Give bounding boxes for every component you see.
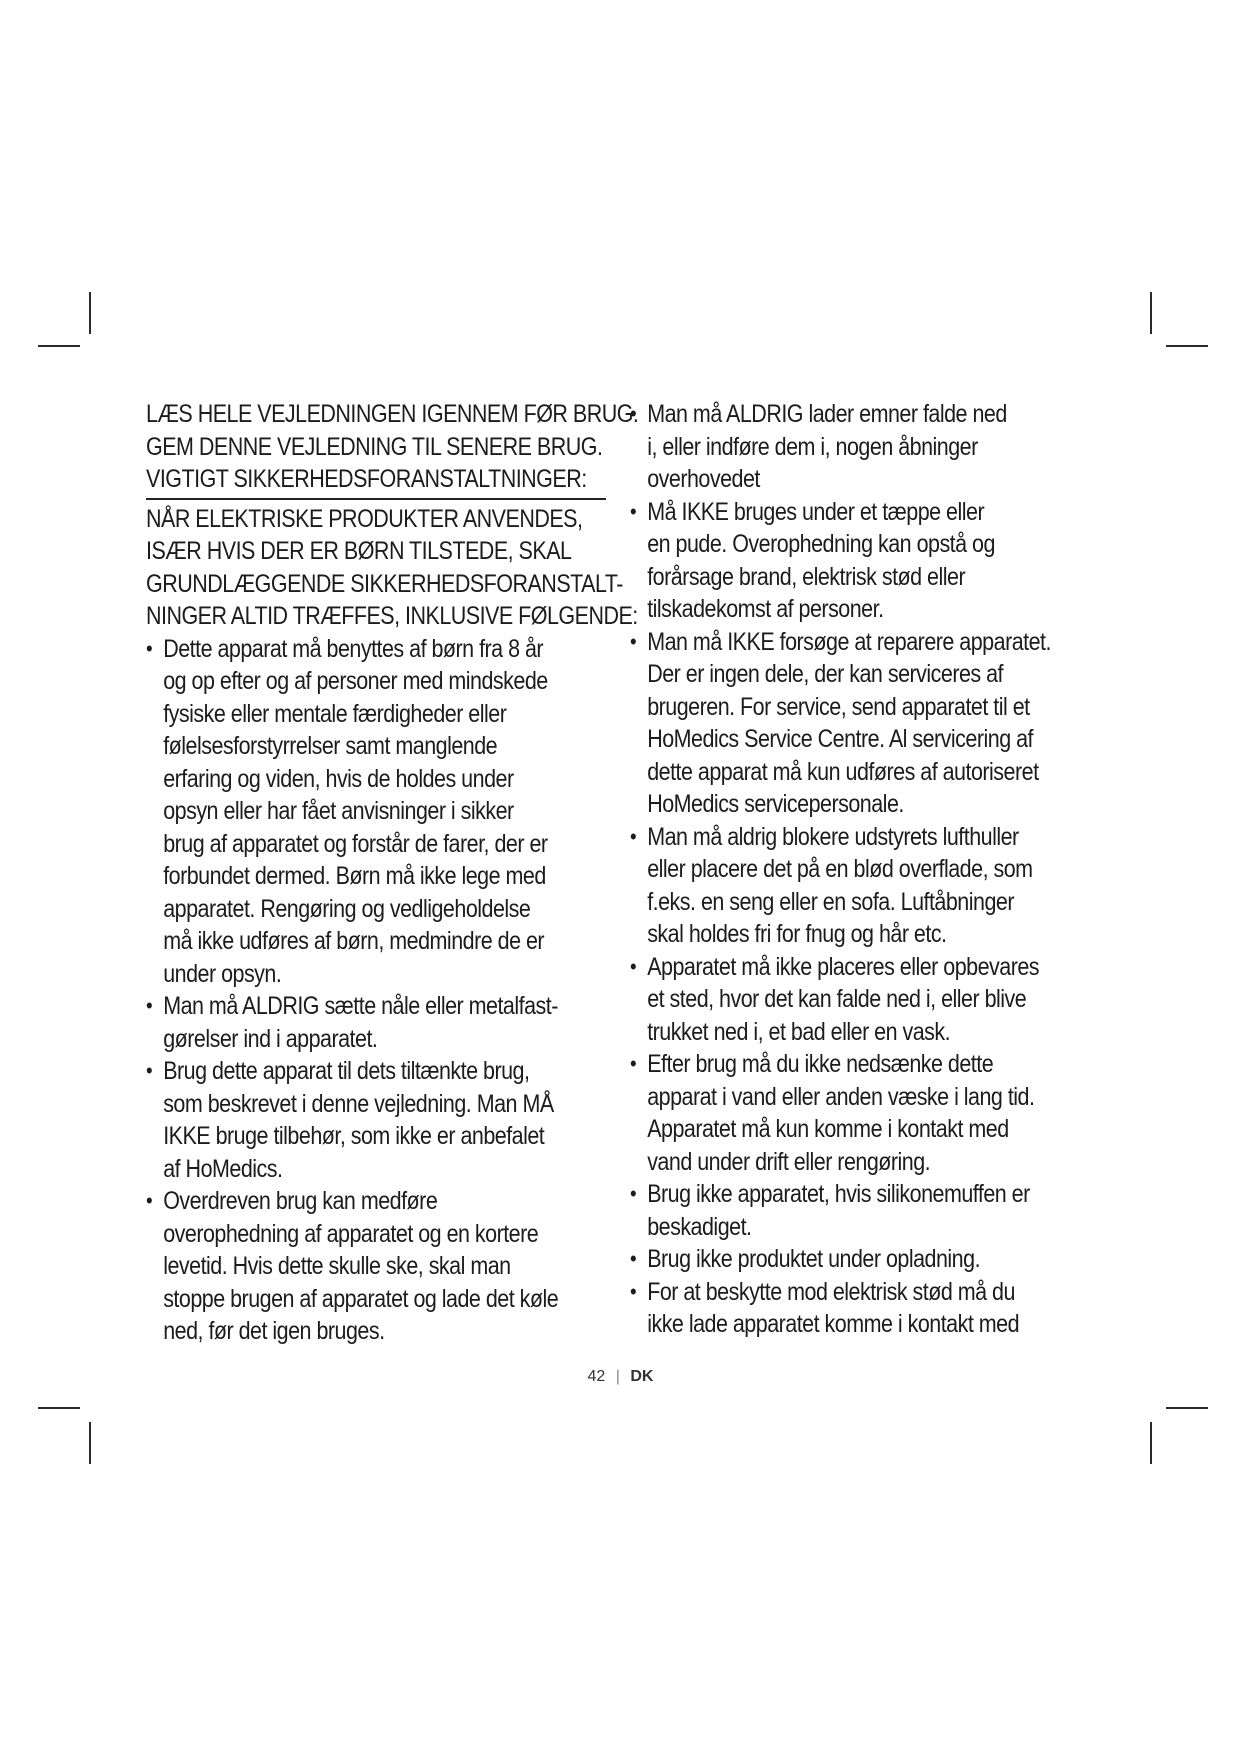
bullet-item: [146, 1185, 559, 1348]
bullet-line: vand under drift eller rengøring.: [647, 1147, 931, 1176]
bullet-line: Der er ingen dele, der kan serviceres af: [647, 660, 1004, 688]
intro-line: NINGER ALTID TRÆFFES, INKLUSIVE FØLGENDE:: [146, 602, 638, 630]
bullet-line: Apparatet må kun komme i kontakt med: [647, 1115, 1009, 1143]
bullet-line: • Efter brug må du ikke nedsænke dette: [647, 1050, 994, 1078]
page-number: 42: [587, 1368, 606, 1385]
bullet-item: [146, 1055, 554, 1185]
bullet-line: og op efter og af personer med mindskede: [163, 667, 548, 695]
bullet-item: [630, 1243, 1034, 1276]
bullet-line: HoMedics Service Centre. Al servicering af: [647, 725, 1033, 753]
bullet-line: trukket ned i, et bad eller en vask.: [647, 1017, 951, 1046]
intro-line: ISÆR HVIS DER ER BØRN TILSTEDE, SKAL: [146, 537, 572, 565]
bullet-item: [630, 398, 1034, 496]
bullet-item: [630, 626, 1051, 821]
bullet-line: eller placere det på en blød overflade, som: [647, 855, 1033, 883]
bullet-item: [146, 633, 546, 991]
bullet-line: levetid. Hvis dette skulle ske, skal man: [163, 1252, 511, 1280]
bullet-item: [630, 821, 1034, 951]
heading-line: GEM DENNE VEJLEDNING TIL SENERE BRUG.: [146, 432, 603, 461]
crop-mark-bottom-left-horizontal: [38, 1407, 80, 1409]
bullet-line: opsyn eller har fået anvisninger i sikker: [163, 797, 514, 825]
bullet-line: må ikke udføres af børn, medmindre de er: [163, 927, 545, 955]
left-bullet-list: [146, 633, 559, 1348]
bullet-item: [630, 951, 1040, 1049]
bullet-item: [630, 1276, 1034, 1341]
bullet-line: • For at beskytte mod elektrisk stød må du: [647, 1277, 1015, 1306]
bullet-line: en pude. Overophedning kan opstå og: [647, 530, 995, 558]
bullet-line: forbundet dermed. Børn må ikke lege med: [163, 862, 546, 890]
intro-line: NÅR ELEKTRISKE PRODUKTER ANVENDES,: [146, 504, 583, 533]
footer-separator: |: [615, 1368, 620, 1385]
bullet-line: ikke lade apparatet komme i kontakt med: [647, 1310, 1020, 1338]
bullet-line: brug af apparatet og forstår de farer, der er: [163, 829, 548, 858]
left-column: [146, 398, 639, 1348]
bullet-line: dette apparat må kun udføres af autoriseret: [647, 757, 1039, 786]
bullet-line: • Brug ikke produktet under opladning.: [647, 1245, 981, 1273]
bullet-line: overophedning af apparatet og en kortere: [163, 1219, 539, 1248]
bullet-line: erfaring og viden, hvis de holdes under: [163, 764, 514, 793]
safety-heading: VIGTIGT SIKKERHEDSFORANSTALTNINGER:: [146, 465, 587, 493]
bullet-item: [630, 1048, 1034, 1178]
bullet-line: forårsage brand, elektrisk stød eller: [647, 562, 966, 591]
bullet-line: • Man må IKKE forsøge at reparere apparatet.: [647, 627, 1051, 656]
bullet-line: HoMedics servicepersonale.: [647, 790, 904, 818]
bullet-line: • Man må aldrig blokere udstyrets lufthuller: [647, 822, 1019, 851]
bullet-line: • Overdreven brug kan medføre: [163, 1187, 438, 1215]
bullet-line: • Må IKKE bruges under et tæppe eller: [647, 497, 985, 526]
bullet-line: brugeren. For service, send apparatet til et: [647, 692, 1030, 721]
right-column: [630, 398, 1100, 1341]
bullet-line: skal holdes fri for fnug og hår etc.: [647, 920, 947, 948]
bullet-line: et sted, hvor det kan falde ned i, eller blive: [647, 985, 1027, 1013]
bullet-line: • Brug ikke apparatet, hvis silikonemuffen er: [647, 1180, 1030, 1208]
left-column-body: [146, 503, 638, 1348]
crop-mark-top-right-vertical: [1150, 292, 1152, 334]
bullet-line: apparatet. Rengøring og vedligeholdelse: [163, 894, 531, 923]
bullet-item: [146, 990, 558, 1055]
heading-line: LÆS HELE VEJLEDNINGEN IGENNEM FØR BRUG.: [146, 400, 639, 428]
right-column-body: [630, 398, 1051, 1341]
bullet-line: gørelser ind i apparatet.: [163, 1024, 378, 1053]
bullet-line: stoppe brugen af apparatet og lade det køle: [163, 1284, 559, 1313]
bullet-line: • Apparatet må ikke placeres eller opbevares: [647, 952, 1040, 981]
bullet-item: [630, 496, 1034, 626]
page-footer: [0, 1368, 1241, 1386]
intro-line: GRUNDLÆGGENDE SIKKERHEDSFORANSTALT-: [146, 569, 623, 598]
bullet-item: [630, 1178, 1034, 1243]
bullet-line: apparat i vand eller anden væske i lang tid.: [647, 1082, 1035, 1111]
crop-mark-top-right-horizontal: [1166, 345, 1208, 347]
bullet-line: • Dette apparat må benyttes af børn fra 8 år: [163, 634, 544, 663]
crop-mark-bottom-right-vertical: [1150, 1422, 1152, 1464]
bullet-line: • Man må ALDRIG lader emner falde ned: [647, 400, 1007, 428]
bullet-line: følelsesforstyrrelser samt manglende: [163, 732, 498, 760]
language-code: DK: [630, 1368, 654, 1385]
bullet-line: • Brug dette apparat til dets tiltænkte brug,: [163, 1057, 530, 1085]
bullet-line: af HoMedics.: [163, 1154, 283, 1183]
crop-mark-bottom-right-horizontal: [1166, 1407, 1208, 1409]
bullet-line: tilskadekomst af personer.: [647, 595, 884, 623]
right-bullet-list: [630, 398, 1051, 1341]
bullet-line: IKKE bruge tilbehør, som ikke er anbefalet: [163, 1122, 545, 1150]
bullet-line: under opsyn.: [163, 959, 282, 988]
bullet-line: beskadiget.: [647, 1212, 752, 1241]
heading-underline: [146, 498, 606, 500]
bullet-line: i, eller indføre dem i, nogen åbninger: [647, 432, 978, 461]
bullet-line: som beskrevet i denne vejledning. Man MÅ: [163, 1089, 554, 1118]
crop-mark-bottom-left-vertical: [89, 1422, 91, 1464]
bullet-line: fysiske eller mentale færdigheder eller: [163, 699, 507, 728]
bullet-line: f.eks. en seng eller en sofa. Luftåbninger: [647, 887, 1014, 916]
bullet-line: overhovedet: [647, 465, 760, 493]
bullet-line: • Man må ALDRIG sætte nåle eller metalfast-: [163, 992, 558, 1020]
crop-mark-top-left-horizontal: [38, 345, 80, 347]
bullet-line: ned, før det igen bruges.: [163, 1317, 385, 1345]
left-column-text: [146, 398, 639, 496]
crop-mark-top-left-vertical: [89, 292, 91, 334]
